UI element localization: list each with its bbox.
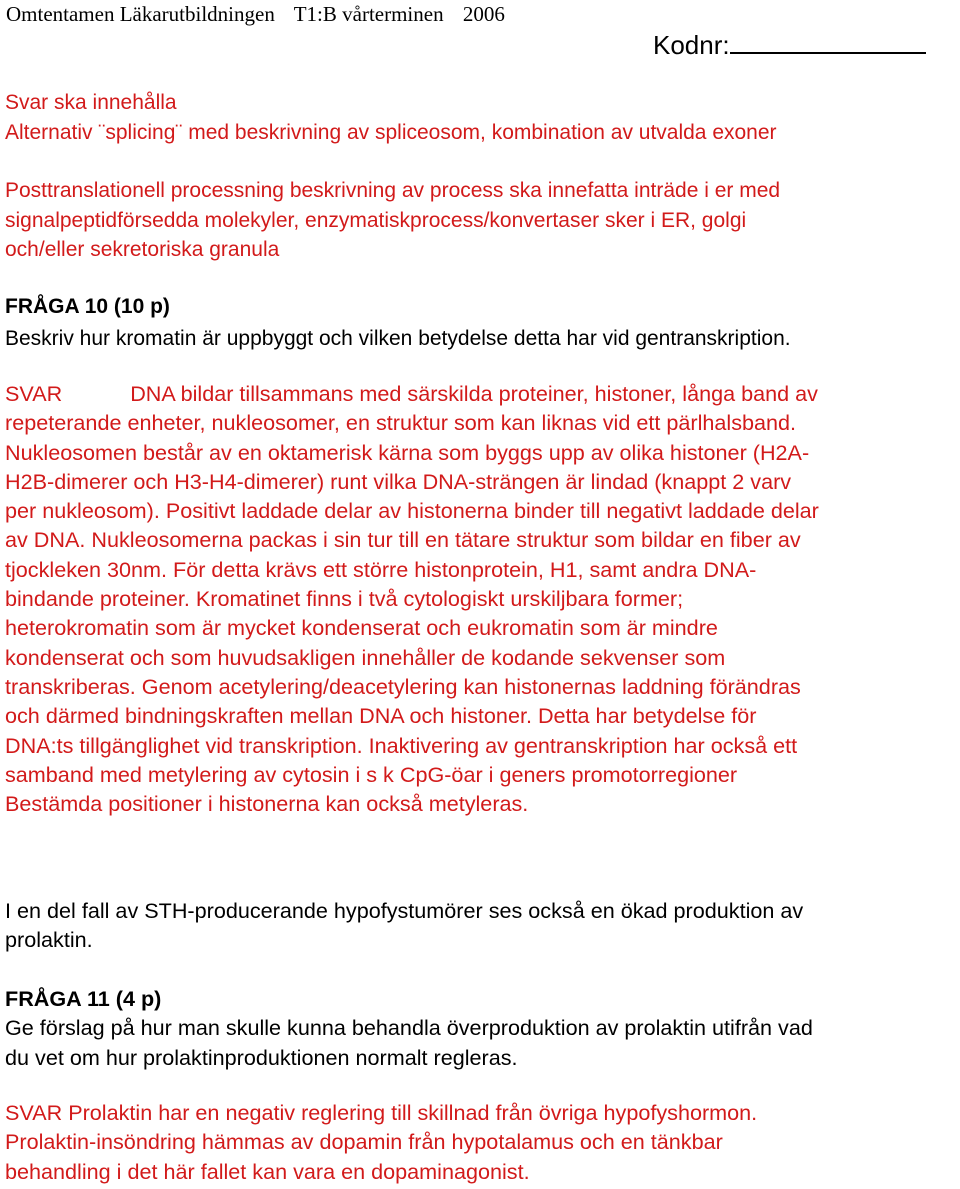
text-line: per nukleosom). Positivt laddade delar av histonerna binder till negativt laddade delar — [5, 498, 819, 524]
text-line: och därmed bindningskraften mellan DNA och histoner. Detta har betydelse för — [5, 703, 757, 729]
question-10 — [5, 292, 955, 353]
text-line: prolaktin. — [5, 927, 93, 953]
question-text: Beskriv hur kromatin är uppbyggt och vilken betydelse detta har vid gentranskription. — [5, 326, 791, 350]
text-line: signalpeptidförsedda molekyler, enzymatiskprocess/konvertaser sker i ER, golgi — [5, 208, 747, 232]
text-line: heterokromatin som är mycket kondenserat och eukromatin som är mindre — [5, 615, 718, 641]
text-line: Ge förslag på hur man skulle kunna behandla överproduktion av prolaktin utifrån vad — [5, 1015, 813, 1041]
kodnr-blank-line — [730, 28, 926, 54]
text-line: Nukleosomen består av en oktamerisk kärna som byggs upp av olika histoner (H2A- — [5, 439, 810, 465]
text-line: du vet om hur prolaktinproduktionen normalt regleras. — [5, 1044, 518, 1070]
text-line: H2B-dimerer och H3-H4-dimerer) runt vilka DNA-strängen är lindad (knappt 2 varv — [5, 468, 792, 494]
text-line: DNA:ts tillgänglighet vid transkription. Inaktivering av gentranskription har också ett — [5, 732, 798, 758]
answer-first-line — [5, 379, 955, 408]
exam-term: T1:B vårterminen — [293, 2, 444, 26]
text-line: Svar ska innehålla — [5, 91, 177, 114]
answer-11 — [5, 1098, 955, 1186]
page-header — [6, 0, 519, 28]
text-line: Prolaktin-insöndring hämmas av dopamin från hypotalamus och en tänkbar — [5, 1129, 723, 1155]
text-line: och/eller sekretoriska granula — [5, 238, 280, 261]
text-line: bindande proteiner. Kromatinet finns i två cytologiskt urskiljbara former; — [5, 586, 684, 612]
kodnr-field — [653, 28, 926, 62]
kodnr-label: Kodnr: — [653, 30, 730, 60]
question-11 — [5, 984, 955, 1072]
text-line: samband med metylering av cytosin i s k CpG-öar i geners promotorregioner — [5, 761, 738, 787]
text-line: DNA bildar tillsammans med särskilda proteiner, histoner, långa band av — [130, 381, 818, 406]
question-heading: FRÅGA 11 (4 p) — [5, 986, 162, 1011]
question-11-intro — [5, 896, 955, 955]
exam-year: 2006 — [462, 2, 505, 26]
text-line: Alternativ ¨splicing¨ med beskrivning av spliceosom, kombination av utvalda exoner — [5, 120, 777, 144]
exam-title: Omtentamen Läkarutbildningen — [6, 2, 275, 26]
text-line: behandling i det här fallet kan vara en dopaminagonist. — [5, 1158, 530, 1184]
text-line: I en del fall av STH-producerande hypofystumörer ses också en ökad produktion av — [5, 898, 804, 923]
text-line: transkriberas. Genom acetylering/deacetylering kan histonernas laddning förändras — [5, 673, 801, 699]
previous-answer-part2 — [5, 176, 955, 265]
previous-answer — [5, 88, 955, 147]
text-line: Bestämda positioner i histonerna kan också metyleras. — [5, 791, 529, 817]
text-line: av DNA. Nukleosomerna packas i sin tur till en tätare struktur som bildar en fiber av — [5, 527, 801, 553]
text-line: tjockleken 30nm. För detta krävs ett större histonprotein, H1, samt andra DNA- — [5, 556, 757, 582]
question-heading: FRÅGA 10 (10 p) — [5, 295, 170, 318]
text-line: Posttranslationell processning beskrivning av process ska innefatta inträde i er med — [5, 179, 781, 202]
answer-label: SVAR — [5, 381, 63, 406]
text-line: SVAR Prolaktin har en negativ reglering till skillnad från övriga hypofyshormon. — [5, 1100, 758, 1125]
text-line: kondenserat och som huvudsakligen innehåller de kodande sekvenser som — [5, 644, 726, 670]
answer-10 — [5, 379, 955, 818]
text-line: repeterande enheter, nukleosomer, en struktur som kan liknas vid ett pärlhalsband. — [5, 410, 797, 436]
